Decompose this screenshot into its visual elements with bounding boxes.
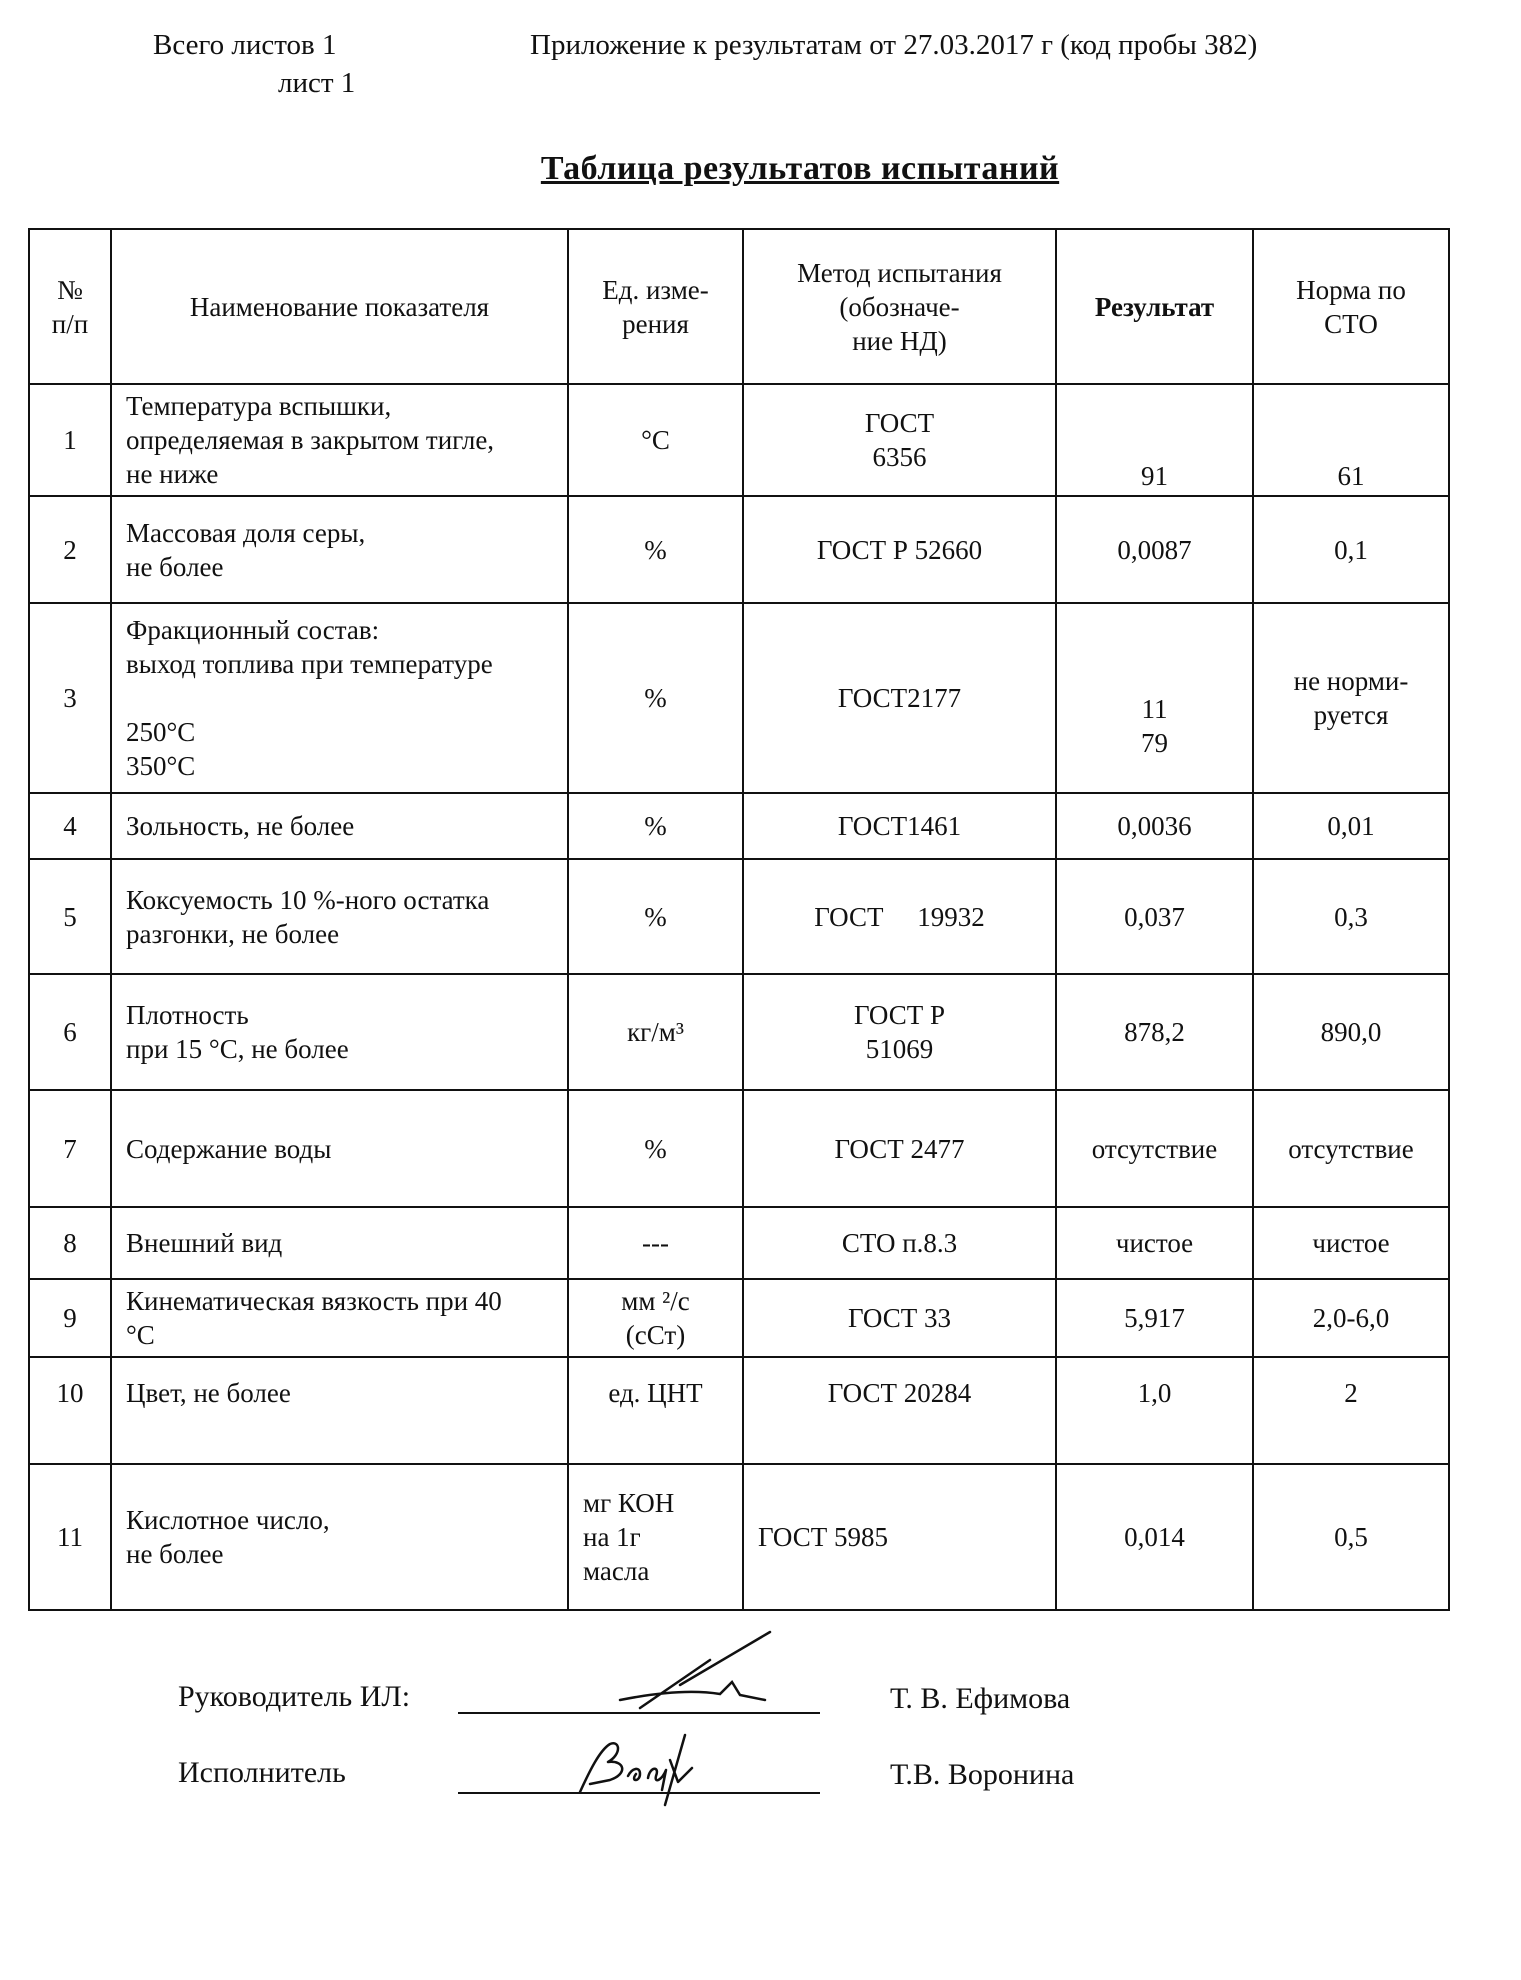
- appendix-reference: Приложение к результатам от 27.03.2017 г (код пробы 382): [530, 29, 1258, 61]
- norm-value: 2,0-6,0: [1253, 1279, 1449, 1357]
- test-method: ГОСТ 5985: [743, 1464, 1056, 1610]
- result-value: 5,917: [1056, 1279, 1253, 1357]
- result-value: чистое: [1056, 1207, 1253, 1279]
- row-num: 9: [29, 1279, 111, 1357]
- executor-name: Т.В. Воронина: [890, 1758, 1075, 1791]
- test-method: ГОСТ Р 51069: [743, 974, 1056, 1090]
- test-method: ГОСТ 6356: [743, 384, 1056, 496]
- unit: %: [568, 859, 743, 974]
- row-num: 5: [29, 859, 111, 974]
- norm-value: 0,1: [1253, 496, 1449, 603]
- row-num: 2: [29, 496, 111, 603]
- table-row: [29, 384, 1449, 496]
- norm-value: 0,5: [1253, 1464, 1449, 1610]
- table-row: [29, 603, 1449, 793]
- result-value: 0,0087: [1056, 496, 1253, 603]
- table-row: [29, 1090, 1449, 1207]
- unit: °С: [568, 384, 743, 496]
- result-value: 0,014: [1056, 1464, 1253, 1610]
- results-table: [28, 228, 1450, 1611]
- table-row: [29, 974, 1449, 1090]
- total-sheets: Всего листов 1: [153, 29, 337, 61]
- col-header-method: Метод испытания (обозначе- ние НД): [743, 229, 1056, 384]
- unit: %: [568, 603, 743, 793]
- result-value: 0,0036: [1056, 793, 1253, 859]
- norm-value: отсутствие: [1253, 1090, 1449, 1207]
- indicator-name: Цвет, не более: [111, 1357, 568, 1464]
- row-num: 6: [29, 974, 111, 1090]
- test-method: ГОСТ 19932: [743, 859, 1056, 974]
- unit: мм ²/с (сСт): [568, 1279, 743, 1357]
- norm-value: 2: [1253, 1357, 1449, 1464]
- norm-value: 0,3: [1253, 859, 1449, 974]
- indicator-name: Кинематическая вязкость при 40 °С: [111, 1279, 568, 1357]
- norm-value: 0,01: [1253, 793, 1449, 859]
- test-method: ГОСТ1461: [743, 793, 1056, 859]
- result-value: 0,037: [1056, 859, 1253, 974]
- row-num: 4: [29, 793, 111, 859]
- unit: кг/м³: [568, 974, 743, 1090]
- result-value: 11 79: [1056, 603, 1253, 793]
- indicator-name: Кислотное число, не более: [111, 1464, 568, 1610]
- table-row: [29, 1357, 1449, 1464]
- result-value: отсутствие: [1056, 1090, 1253, 1207]
- row-num: 10: [29, 1357, 111, 1464]
- col-header-norm: Норма по СТО: [1253, 229, 1449, 384]
- indicator-name: Массовая доля серы, не более: [111, 496, 568, 603]
- test-method: ГОСТ 20284: [743, 1357, 1056, 1464]
- unit: %: [568, 1090, 743, 1207]
- table-row: [29, 1207, 1449, 1279]
- indicator-name: Плотность при 15 °С, не более: [111, 974, 568, 1090]
- table-row: [29, 1464, 1449, 1610]
- unit: мг КОН на 1г масла: [568, 1464, 743, 1610]
- indicator-name: Фракционный состав: выход топлива при температуре 250°С 350°С: [111, 603, 568, 793]
- result-value: 91: [1056, 384, 1253, 496]
- indicator-name: Коксуемость 10 %-ного остатка разгонки, не более: [111, 859, 568, 974]
- test-method: СТО п.8.3: [743, 1207, 1056, 1279]
- col-header-result: Результат: [1056, 229, 1253, 384]
- executor-signature: [570, 1730, 720, 1810]
- row-num: 8: [29, 1207, 111, 1279]
- table-row: [29, 859, 1449, 974]
- executor-label: Исполнитель: [178, 1756, 346, 1789]
- col-header-num: № п/п: [29, 229, 111, 384]
- norm-value: 890,0: [1253, 974, 1449, 1090]
- result-value: 878,2: [1056, 974, 1253, 1090]
- col-header-name: Наименование показателя: [111, 229, 568, 384]
- indicator-name: Содержание воды: [111, 1090, 568, 1207]
- unit: ед. ЦНТ: [568, 1357, 743, 1464]
- row-num: 3: [29, 603, 111, 793]
- norm-value: чистое: [1253, 1207, 1449, 1279]
- table-row: [29, 793, 1449, 859]
- document-title: Таблица результатов испытаний: [540, 150, 1060, 187]
- norm-value: не норми- руется: [1253, 603, 1449, 793]
- indicator-name: Зольность, не более: [111, 793, 568, 859]
- unit: %: [568, 793, 743, 859]
- row-num: 7: [29, 1090, 111, 1207]
- row-num: 1: [29, 384, 111, 496]
- norm-value: 61: [1253, 384, 1449, 496]
- test-method: ГОСТ 33: [743, 1279, 1056, 1357]
- head-name: Т. В. Ефимова: [890, 1682, 1071, 1715]
- row-num: 11: [29, 1464, 111, 1610]
- head-label: Руководитель ИЛ:: [178, 1680, 411, 1713]
- result-value: 1,0: [1056, 1357, 1253, 1464]
- test-method: ГОСТ Р 52660: [743, 496, 1056, 603]
- sheet-number: лист 1: [278, 67, 356, 99]
- test-method: ГОСТ 2477: [743, 1090, 1056, 1207]
- unit: %: [568, 496, 743, 603]
- unit: ---: [568, 1207, 743, 1279]
- table-row: [29, 496, 1449, 603]
- col-header-unit: Ед. изме- рения: [568, 229, 743, 384]
- indicator-name: Внешний вид: [111, 1207, 568, 1279]
- test-method: ГОСТ2177: [743, 603, 1056, 793]
- table-header-row: [29, 229, 1449, 384]
- head-signature: [600, 1630, 820, 1730]
- indicator-name: Температура вспышки, определяемая в закрытом тигле, не ниже: [111, 384, 568, 496]
- table-row: [29, 1279, 1449, 1357]
